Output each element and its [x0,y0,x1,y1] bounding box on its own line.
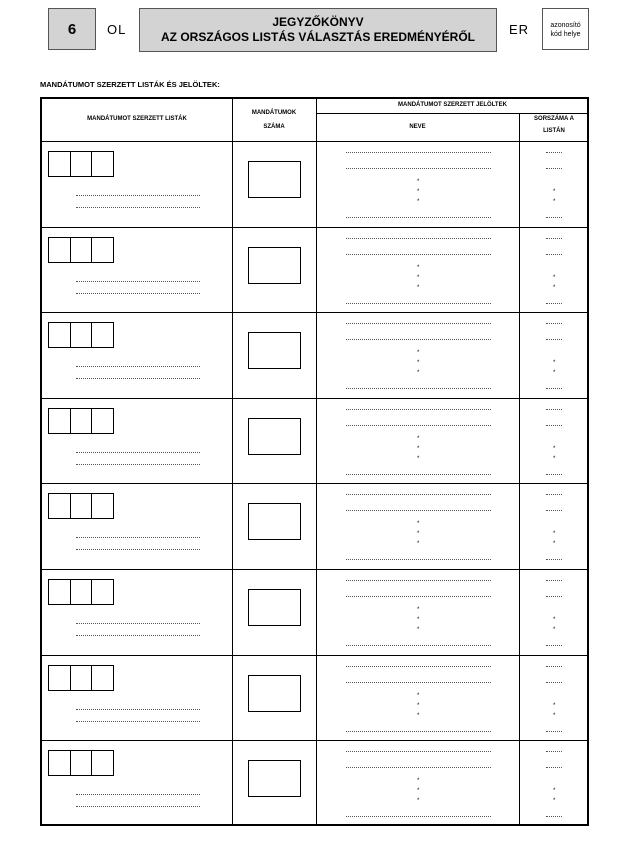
candidate-name-line[interactable] [346,751,491,752]
list-code-cell[interactable] [49,323,71,347]
continuation-mark: * [553,798,556,805]
candidate-name-line[interactable] [346,425,491,426]
continuation-mark: * [553,702,556,709]
list-name-line[interactable] [76,721,200,722]
list-name-line[interactable] [76,293,200,294]
form-title-box [139,8,497,52]
continuation-mark: * [417,455,420,462]
continuation-mark: * [417,199,420,205]
table-row [42,141,587,226]
table-row [42,483,587,568]
candidate-rank-line[interactable] [546,303,562,304]
list-code-cell[interactable] [71,409,93,433]
list-code-cell[interactable] [71,323,93,347]
list-code-cell[interactable] [49,238,71,262]
candidate-name-line[interactable] [346,816,491,817]
table-row [42,655,587,740]
list-code-cell[interactable] [49,409,71,433]
form-number-box [48,8,96,50]
continuation-mark: * [417,627,420,633]
continuation-mark: * [417,360,420,367]
candidate-rank-line[interactable] [546,580,562,581]
continuation-mark: * [417,692,420,699]
continuation-mark: * [417,712,420,719]
list-name-line[interactable] [76,281,200,282]
mandate-count-box[interactable] [248,760,301,797]
list-code-cell[interactable] [49,152,71,176]
list-code-cells[interactable] [48,408,114,434]
list-code-cell[interactable] [92,751,113,775]
candidate-name-line[interactable] [346,645,491,646]
list-name-line[interactable] [76,709,200,710]
candidate-name-line[interactable] [346,303,491,304]
row-divider [42,483,587,484]
list-name-line[interactable] [76,623,200,624]
continuation-mark: * [417,445,420,452]
code-right: ER [509,22,530,37]
continuation-mark: * [417,607,420,613]
row-divider [42,398,587,399]
candidate-name-line[interactable] [346,168,491,169]
candidate-rank-line[interactable] [546,510,562,511]
candidate-name-line[interactable] [346,474,491,475]
continuation-mark: * [417,435,420,442]
list-code-cell[interactable] [49,580,71,604]
candidate-name-line[interactable] [346,152,491,153]
continuation-mark: * [417,284,420,291]
continuation-mark: * [417,617,420,623]
list-code-cell[interactable] [71,494,93,518]
list-code-cells[interactable] [48,151,114,177]
mandate-count-box[interactable] [248,332,301,369]
candidate-name-line[interactable] [346,339,491,340]
continuation-mark: * [553,627,556,633]
id-box-line2: kód helye [550,31,581,38]
header-mandates [232,109,316,132]
list-code-cell[interactable] [49,751,71,775]
continuation-mark: * [417,350,420,357]
mandate-count-box[interactable] [248,503,301,540]
list-name-line[interactable] [76,635,200,636]
form-number: 6 [67,20,77,38]
continuation-mark: * [553,788,556,795]
candidate-name-line[interactable] [346,682,491,683]
header-mandates-line1: MANDÁTUMOK [251,110,297,116]
continuation-mark: * [553,189,556,195]
continuation-mark: * [553,445,556,452]
continuation-mark: * [417,370,420,377]
list-code-cell[interactable] [71,152,93,176]
candidate-name-line[interactable] [346,596,491,597]
candidate-name-line[interactable] [346,666,491,667]
list-code-cells[interactable] [48,665,114,691]
continuation-mark: * [553,531,556,538]
continuation-mark: * [553,360,556,367]
candidate-name-line[interactable] [346,559,491,560]
table-row [42,227,587,312]
table-row [42,740,587,825]
list-name-line[interactable] [76,452,200,453]
candidate-rank-line[interactable] [546,494,562,495]
mandate-count-box[interactable] [248,247,301,284]
continuation-mark: * [417,274,420,281]
row-divider [42,655,587,656]
form-title-line1: JEGYZŐKÖNYV [272,15,364,29]
list-code-cell[interactable] [92,494,113,518]
candidate-name-line[interactable] [346,767,491,768]
candidate-rank-line[interactable] [546,168,562,169]
continuation-mark: * [553,370,556,377]
continuation-mark: * [417,264,420,271]
list-name-line[interactable] [76,806,200,807]
candidate-name-line[interactable] [346,254,491,255]
continuation-mark: * [553,617,556,623]
list-code-cell[interactable] [92,409,113,433]
list-name-line[interactable] [76,366,200,367]
candidate-rank-line[interactable] [546,425,562,426]
candidate-rank-line[interactable] [546,645,562,646]
continuation-mark: * [417,702,420,709]
continuation-mark: * [417,521,420,528]
continuation-mark: * [417,798,420,805]
id-box-line1: azonosító [550,22,581,29]
candidate-rank-line[interactable] [546,152,562,153]
continuation-mark: * [417,189,420,195]
list-code-cell[interactable] [71,751,93,775]
row-divider [42,312,587,313]
list-code-cells[interactable] [48,579,114,605]
candidate-rank-line[interactable] [546,339,562,340]
list-code-cells[interactable] [48,322,114,348]
header-rank-line2: LISTÁN [543,128,565,134]
candidate-rank-line[interactable] [546,474,562,475]
continuation-mark: * [417,788,420,795]
row-divider [42,740,587,741]
table-row [42,398,587,483]
list-code-cell[interactable] [71,666,93,690]
candidate-name-line[interactable] [346,238,491,239]
table-row [42,312,587,397]
mandate-count-box[interactable] [248,589,301,626]
candidate-rank-line[interactable] [546,731,562,732]
candidate-rank-line[interactable] [546,682,562,683]
candidate-name-line[interactable] [346,217,491,218]
list-name-line[interactable] [76,464,200,465]
list-code-cell[interactable] [71,238,93,262]
list-code-cell[interactable] [49,666,71,690]
continuation-mark: * [553,274,556,281]
header-name: NEVE [409,124,426,130]
header-lists: MANDÁTUMOT SZERZETT LISTÁK [87,116,187,122]
candidate-rank-line[interactable] [546,409,562,410]
code-left: OL [107,22,127,37]
list-name-line[interactable] [76,794,200,795]
continuation-mark: * [553,199,556,205]
list-code-cells[interactable] [48,237,114,263]
list-name-line[interactable] [76,549,200,550]
continuation-mark: * [553,455,556,462]
candidate-rank-line[interactable] [546,254,562,255]
list-name-line[interactable] [76,207,200,208]
continuation-mark: * [417,179,420,185]
candidate-name-line[interactable] [346,409,491,410]
list-code-cell[interactable] [49,494,71,518]
list-name-line[interactable] [76,378,200,379]
list-code-cell[interactable] [92,238,113,262]
list-code-cell[interactable] [92,152,113,176]
candidate-rank-line[interactable] [546,751,562,752]
candidate-rank-line[interactable] [546,816,562,817]
header-rank [519,115,589,136]
candidate-rank-line[interactable] [546,596,562,597]
header-candidates: MANDÁTUMOT SZERZETT JELÖLTEK [398,102,507,108]
continuation-mark: * [417,778,420,785]
candidate-rank-line[interactable] [546,217,562,218]
candidate-name-line[interactable] [346,510,491,511]
continuation-mark: * [417,531,420,538]
list-name-line[interactable] [76,195,200,196]
list-code-cells[interactable] [48,750,114,776]
continuation-mark: * [417,541,420,548]
list-code-cell[interactable] [92,323,113,347]
candidate-rank-line[interactable] [546,323,562,324]
mandate-count-box[interactable] [248,418,301,455]
header-subdivider [316,113,587,114]
id-code-box[interactable] [542,8,589,50]
continuation-mark: * [553,541,556,548]
candidate-name-line[interactable] [346,580,491,581]
candidate-rank-line[interactable] [546,666,562,667]
candidate-name-line[interactable] [346,388,491,389]
list-code-cells[interactable] [48,493,114,519]
row-divider [42,569,587,570]
continuation-mark: * [553,284,556,291]
mandate-count-box[interactable] [248,675,301,712]
mandate-count-box[interactable] [248,161,301,198]
candidate-name-line[interactable] [346,731,491,732]
results-table [40,97,589,826]
candidate-rank-line[interactable] [546,767,562,768]
candidate-rank-line[interactable] [546,238,562,239]
list-code-cell[interactable] [71,580,93,604]
form-title-line2: AZ ORSZÁGOS LISTÁS VÁLASZTÁS EREDMÉNYÉRŐL [160,30,475,44]
candidate-name-line[interactable] [346,494,491,495]
row-divider [42,227,587,228]
table-row [42,569,587,654]
continuation-mark: * [553,712,556,719]
candidate-rank-line[interactable] [546,388,562,389]
list-name-line[interactable] [76,537,200,538]
section-label: MANDÁTUMOT SZERZETT LISTÁK ÉS JELÖLTEK: [40,80,220,89]
header-rank-line1: SORSZÁMA A [534,116,574,122]
header-mandates-line2: SZÁMA [263,124,285,130]
candidate-rank-line[interactable] [546,559,562,560]
candidate-name-line[interactable] [346,323,491,324]
list-code-cell[interactable] [92,666,113,690]
list-code-cell[interactable] [92,580,113,604]
